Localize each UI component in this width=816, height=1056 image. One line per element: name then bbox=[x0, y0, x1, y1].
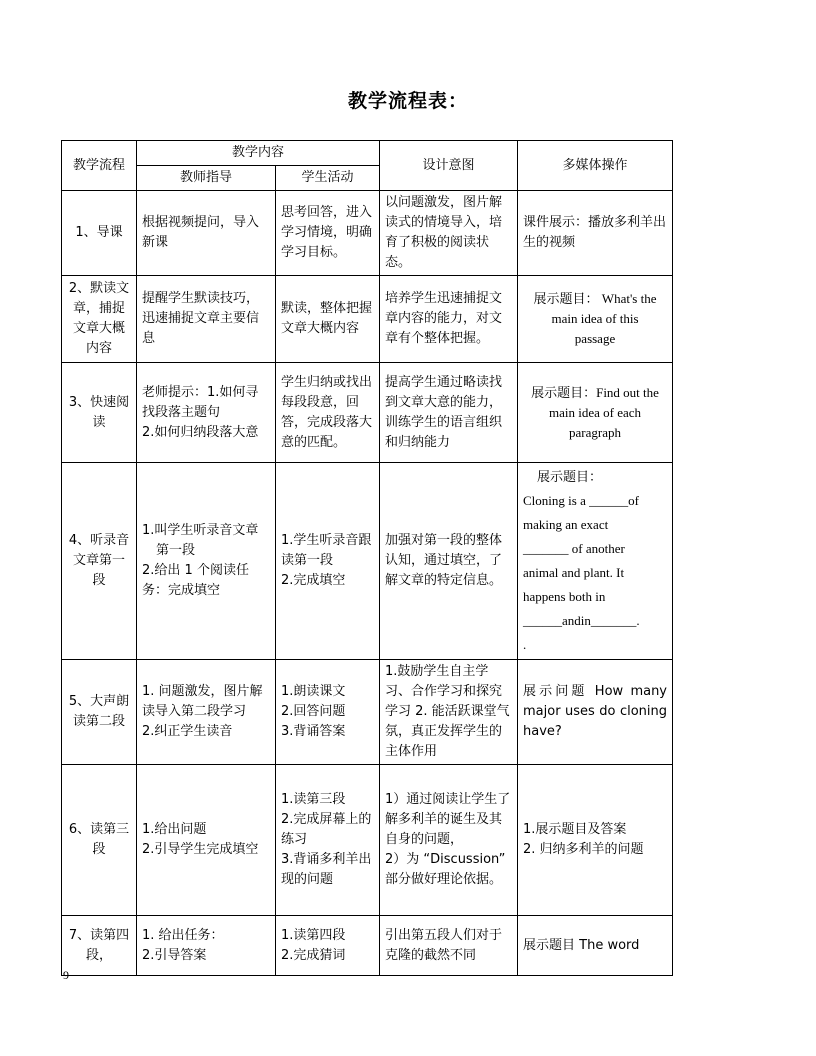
cell-design bbox=[380, 463, 518, 660]
cell-line: 2. 归纳多利羊的问题 bbox=[523, 842, 644, 857]
cell-line: 2.纠正学生读音 bbox=[142, 724, 233, 739]
cell-media bbox=[518, 463, 673, 660]
cell-teacher bbox=[137, 916, 276, 976]
cell-line: 默读，整体把握文章大概内容 bbox=[281, 301, 373, 336]
cell-design bbox=[380, 191, 518, 276]
cell-line: 1.朗读课文 bbox=[281, 684, 346, 699]
cell-teacher bbox=[137, 463, 276, 660]
teaching-flow-table bbox=[61, 140, 673, 976]
cell-line: 2.完成猜词 bbox=[281, 947, 346, 963]
cell-line: main idea of this bbox=[551, 311, 639, 326]
cell-line: 老师提示：1.如何寻找段落主题句 bbox=[142, 384, 259, 420]
cell-process bbox=[62, 276, 137, 363]
header-media: 多媒体操作 bbox=[518, 141, 673, 191]
cell-text: 1、导课 bbox=[75, 225, 123, 240]
cell-process bbox=[62, 765, 137, 916]
cell-line: 1.展示题目及答案 bbox=[523, 822, 627, 837]
header-content: 教学内容 bbox=[137, 141, 380, 166]
cell-text: 6、读第三段 bbox=[68, 822, 130, 857]
cell-student bbox=[276, 765, 380, 916]
cell-teacher bbox=[137, 765, 276, 916]
cell-line: 提醒学生默读技巧，迅速捕捉文章主要信息 bbox=[142, 291, 260, 346]
cell-text: 2、默读文章，捕捉文章大概内容 bbox=[68, 281, 130, 356]
cell-student bbox=[276, 916, 380, 976]
cell-line: happens both in bbox=[523, 589, 606, 604]
cell-line: 1.叫学生听录音文章 bbox=[142, 523, 259, 538]
cell-line: 1.读第三段 bbox=[281, 792, 346, 807]
cell-line: paragraph bbox=[569, 424, 621, 440]
cell-line: 1.读第四段 bbox=[281, 927, 346, 943]
cell-media bbox=[518, 660, 673, 765]
cell-line: 展示题目： bbox=[537, 469, 603, 484]
cell-line: 引出第五段人们对于克隆的截然不同 bbox=[385, 927, 503, 963]
cell-line: Cloning is a ______of bbox=[523, 493, 639, 508]
cell-design bbox=[380, 276, 518, 363]
cell-student bbox=[276, 363, 380, 463]
cell-line: 2.给出 1 个阅读任务：完成填空 bbox=[142, 563, 249, 598]
header-student: 学生活动 bbox=[276, 166, 380, 191]
table-row bbox=[62, 765, 673, 916]
page-number: 9 bbox=[63, 968, 69, 982]
cell-process bbox=[62, 916, 137, 976]
cell-line: animal and plant. It bbox=[523, 565, 625, 580]
cell-teacher bbox=[137, 363, 276, 463]
cell-line: 加强对第一段的整体认知，通过填空，了解文章的特定信息。 bbox=[385, 533, 503, 588]
cell-design bbox=[380, 765, 518, 916]
cell-line: . bbox=[523, 637, 527, 652]
cell-teacher bbox=[137, 276, 276, 363]
table-row bbox=[62, 363, 673, 463]
cell-text: 5、大声朗读第二段 bbox=[68, 694, 130, 729]
cell-line: 2.引导学生完成填空 bbox=[142, 842, 259, 857]
cell-line: 2.引导答案 bbox=[142, 947, 207, 963]
cell-process bbox=[62, 363, 137, 463]
page-title: 教学流程表： bbox=[347, 90, 468, 112]
cell-line: ______andin_______. bbox=[523, 613, 640, 628]
cell-student bbox=[276, 191, 380, 276]
cell-media bbox=[518, 916, 673, 976]
cell-design bbox=[380, 363, 518, 463]
cell-line: 展示题目 The word bbox=[523, 937, 640, 953]
table-row bbox=[62, 276, 673, 363]
cell-student bbox=[276, 660, 380, 765]
header-design: 设计意图 bbox=[380, 141, 518, 191]
cell-line: 1.给出问题 bbox=[142, 822, 207, 837]
cell-text: 7、读第四段， bbox=[68, 927, 130, 963]
table-row bbox=[62, 916, 673, 976]
cell-line: 2.如何归纳段落大意 bbox=[142, 424, 259, 440]
cell-line: 3.背诵多利羊出现的问题 bbox=[281, 852, 372, 887]
cell-line: 课件展示：播放多利羊出生的视频 bbox=[523, 215, 667, 250]
cell-line: 2）为 “Discussion” 部分做好理论依据。 bbox=[385, 852, 506, 887]
cell-line: 以问题激发，图片解读式的情境导入，培育了积极的阅读状态。 bbox=[385, 195, 503, 270]
cell-line: making an exact bbox=[523, 517, 609, 532]
cell-line: 展示题目： What's the bbox=[533, 291, 657, 306]
header-teacher: 教师指导 bbox=[137, 166, 276, 191]
cell-media bbox=[518, 363, 673, 463]
table-row bbox=[62, 463, 673, 660]
cell-line: 1. 给出任务： bbox=[142, 927, 224, 943]
cell-media bbox=[518, 191, 673, 276]
cell-line: _______ of another bbox=[523, 541, 625, 556]
cell-process bbox=[62, 660, 137, 765]
cell-text: 3、快速阅读 bbox=[68, 394, 130, 430]
cell-line: main idea of each bbox=[548, 404, 642, 420]
cell-line: 展示问题 How many major uses do cloning have? bbox=[523, 684, 668, 739]
cell-line: passage bbox=[574, 331, 616, 346]
cell-teacher bbox=[137, 191, 276, 276]
cell-student bbox=[276, 463, 380, 660]
cell-design bbox=[380, 916, 518, 976]
cell-line: 1.学生听录音跟读第一段 bbox=[281, 533, 372, 568]
cell-media bbox=[518, 276, 673, 363]
table-row bbox=[62, 191, 673, 276]
cell-teacher bbox=[137, 660, 276, 765]
cell-line: 展示题目：Find out the bbox=[531, 384, 659, 400]
cell-line: 根据视频提问，导入新课 bbox=[142, 215, 260, 250]
cell-line: 第一段 bbox=[156, 543, 196, 558]
cell-line: 提高学生通过略读找到文章大意的能力，训练学生的语言组织和归纳能力 bbox=[385, 374, 503, 450]
table-row bbox=[62, 660, 673, 765]
cell-text: 4、听录音文章第一段 bbox=[68, 533, 130, 588]
cell-media bbox=[518, 765, 673, 916]
cell-line: 培养学生迅速捕捉文章内容的能力，对文章有个整体把握。 bbox=[385, 291, 503, 346]
header-row bbox=[62, 141, 673, 166]
cell-line: 1.鼓励学生自主学习、合作学习和探究学习 2. 能活跃课堂气氛，真正发挥学生的主体作用 bbox=[385, 664, 510, 759]
cell-line: 学生归纳或找出每段段意，回答，完成段落大意的匹配。 bbox=[281, 374, 373, 450]
cell-line: 2.回答问题 bbox=[281, 704, 346, 719]
cell-line: 3.背诵答案 bbox=[281, 724, 346, 739]
cell-line: 1）通过阅读让学生了解多利羊的诞生及其自身的问题， bbox=[385, 792, 511, 847]
header-process: 教学流程 bbox=[62, 141, 137, 191]
cell-line: 思考回答，进入学习情境，明确学习目标。 bbox=[281, 205, 373, 260]
cell-line: 2.完成屏幕上的练习 bbox=[281, 812, 372, 847]
cell-design bbox=[380, 660, 518, 765]
cell-process bbox=[62, 463, 137, 660]
cell-process bbox=[62, 191, 137, 276]
cell-student bbox=[276, 276, 380, 363]
cell-line: 2.完成填空 bbox=[281, 573, 346, 588]
cell-line: 1. 问题激发，图片解读导入第二段学习 bbox=[142, 684, 263, 719]
